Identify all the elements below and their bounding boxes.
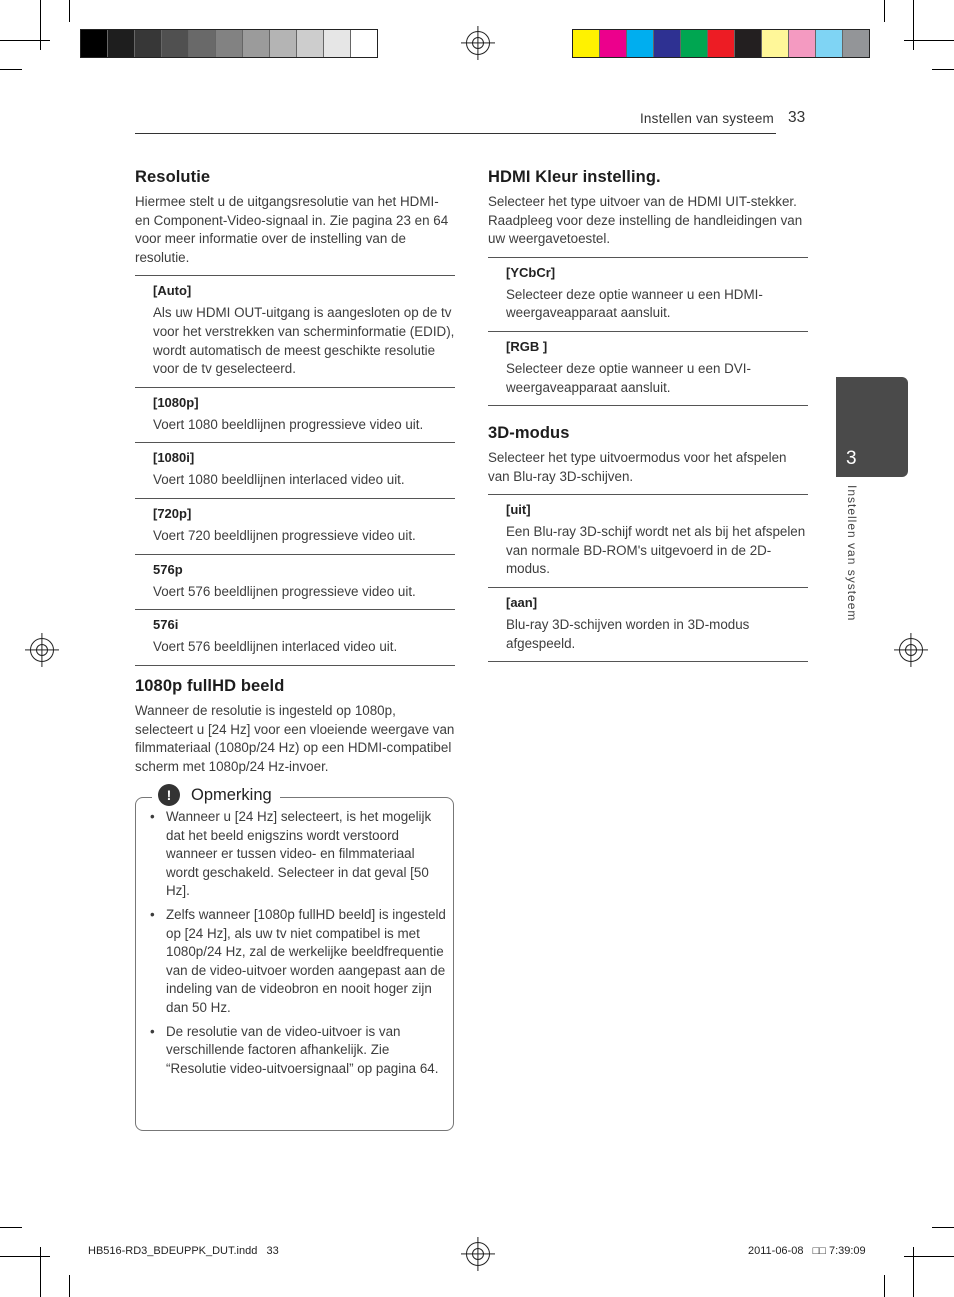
crop-mark-bottom-left-v xyxy=(40,1247,41,1297)
option-name: [uit] xyxy=(506,502,531,518)
option-name: 576p xyxy=(153,561,183,577)
exclamation-icon: ! xyxy=(158,784,180,806)
gray-swatch xyxy=(324,30,351,57)
gray-swatch xyxy=(216,30,243,57)
grayscale-calibration-bar xyxy=(80,29,378,58)
option-row xyxy=(488,494,808,587)
crop-mark-bottom-right-v xyxy=(913,1247,914,1297)
color-calibration-bar xyxy=(572,29,870,58)
crop-mark-top-left-v2 xyxy=(69,0,70,22)
chapter-tab-label: Instellen van systeem xyxy=(845,485,859,622)
section-1080p-fullhd xyxy=(135,676,455,784)
crop-mark-bottom-left-h2 xyxy=(0,1227,22,1228)
option-desc: Voert 576 beeldlijnen progressieve video uit. xyxy=(153,583,416,599)
option-desc: Blu-ray 3D-schijven worden in 3D-modus afgespeeld. xyxy=(506,616,750,651)
option-row xyxy=(135,498,455,554)
gray-swatch xyxy=(81,30,108,57)
note-header xyxy=(152,783,280,807)
option-desc: Selecteer deze optie wanneer u een HDMI-weergaveapparaat aansluit. xyxy=(506,286,763,321)
section-intro: Selecteer het type uitvoermodus voor het afspelen van Blu-ray 3D-schijven. xyxy=(488,450,787,484)
crop-mark-top-left-h xyxy=(0,40,50,41)
note-item: • De resolutie van de video-uitvoer is van verschillende factoren afhankelijk. Zie “Resolutie video-uitvoersignaal” op pagina 64. xyxy=(150,1023,446,1079)
option-desc: Voert 1080 beeldlijnen progressieve video uit. xyxy=(153,416,424,432)
gray-swatch xyxy=(351,30,377,57)
option-name: [720p] xyxy=(153,505,192,521)
option-name: [RGB ] xyxy=(506,338,548,354)
crop-mark-top-right-v xyxy=(913,0,914,50)
crop-mark-top-right-h xyxy=(904,40,954,41)
note-list xyxy=(150,808,446,1083)
option-row xyxy=(488,257,808,331)
option-row xyxy=(135,609,455,666)
color-swatch xyxy=(573,30,600,57)
running-header-title: Instellen van systeem xyxy=(639,111,774,126)
note-item: • Wanneer u [24 Hz] selecteert, is het mogelijk dat het beeld enigszins wordt verstoord wanneer er tussen video- en filmmateriaal wordt geschakeld. Selecteer in dat geval [50 Hz]. xyxy=(150,808,446,901)
color-swatch xyxy=(708,30,735,57)
note-box xyxy=(135,797,454,1131)
option-desc: Een Blu-ray 3D-schijf wordt net als bij het afspelen van normale BD-ROM's uitgevoerd in de 2D-modus. xyxy=(506,524,806,577)
gray-swatch xyxy=(162,30,189,57)
option-name: [1080p] xyxy=(153,394,199,410)
footer-file-slug: HB516-RD3_BDEUPPK_DUT.indd 33 xyxy=(88,1245,279,1257)
option-desc: Voert 720 beeldlijnen progressieve video uit. xyxy=(153,527,416,543)
crop-mark-top-left-h2 xyxy=(0,69,22,70)
color-swatch xyxy=(627,30,654,57)
page-number: 33 xyxy=(788,109,806,126)
gray-swatch xyxy=(243,30,270,57)
option-row xyxy=(135,275,455,386)
option-name: [YCbCr] xyxy=(506,264,556,280)
color-swatch xyxy=(789,30,816,57)
option-desc: Als uw HDMI OUT-uitgang is aangesloten op de tv voor het verstrekken van scherminformatie (EDID), wordt automatisch de meest geschikte resolutie voor de tv geselecteerd. xyxy=(153,305,455,377)
option-desc: Voert 1080 beeldlijnen interlaced video uit. xyxy=(153,472,405,488)
option-row xyxy=(488,587,808,662)
option-desc: Voert 576 beeldlijnen interlaced video uit. xyxy=(153,639,398,655)
section-hdmi-kleur xyxy=(488,167,808,406)
chapter-tab-number: 3 xyxy=(846,448,857,469)
option-name: 576i xyxy=(153,617,179,633)
note-title: Opmerking xyxy=(191,785,272,804)
option-row xyxy=(488,331,808,406)
option-name: [1080i] xyxy=(153,450,195,466)
registration-mark-left-icon xyxy=(30,638,54,662)
crop-mark-top-right-v2 xyxy=(884,0,885,22)
color-swatch xyxy=(600,30,627,57)
footer-datetime-slug: 2011-06-08 □□ 7:39:09 xyxy=(748,1245,866,1257)
crop-mark-top-right-h2 xyxy=(932,69,954,70)
registration-mark-bottom-icon xyxy=(466,1242,490,1266)
crop-mark-bottom-left-h xyxy=(0,1256,50,1257)
options-table xyxy=(135,275,455,665)
crop-mark-bottom-left-v2 xyxy=(69,1275,70,1297)
section-intro: Wanneer de resolutie is ingesteld op 1080p, selecteert u [24 Hz] voor een vloeiende weergave van filmmateriaal (1080p/24 Hz) op een HDMI-compatibel scherm met 1080p/24 Hz-invoer. xyxy=(135,703,455,774)
crop-mark-bottom-right-v2 xyxy=(884,1275,885,1297)
color-swatch xyxy=(735,30,762,57)
option-row xyxy=(135,554,455,610)
color-swatch xyxy=(816,30,843,57)
color-swatch xyxy=(762,30,789,57)
crop-mark-top-left-v xyxy=(40,0,41,50)
gray-swatch xyxy=(135,30,162,57)
option-desc: Selecteer deze optie wanneer u een DVI-weergaveapparaat aansluit. xyxy=(506,360,751,395)
section-resolutie xyxy=(135,167,455,666)
gray-swatch xyxy=(189,30,216,57)
registration-mark-top-icon xyxy=(466,31,490,55)
options-table xyxy=(488,257,808,406)
option-row xyxy=(135,442,455,498)
option-name: [aan] xyxy=(506,594,538,610)
section-intro: Selecteer het type uitvoer van de HDMI UIT-stekker. Raadpleeg voor deze instelling de handleidingen van uw weergavetoestel. xyxy=(488,194,803,247)
section-heading: HDMI Kleur instelling. xyxy=(488,168,661,186)
options-table xyxy=(488,494,808,662)
section-3d-modus xyxy=(488,423,808,662)
gray-swatch xyxy=(108,30,135,57)
crop-mark-bottom-right-h xyxy=(904,1256,954,1257)
section-heading: 1080p fullHD beeld xyxy=(135,677,285,695)
gray-swatch xyxy=(270,30,297,57)
section-intro: Hiermee stelt u de uitgangsresolutie van het HDMI- en Component-Video-signaal in. Zie pagina 23 en 64 voor meer informatie over de instelling van de resolutie. xyxy=(135,194,449,265)
option-row xyxy=(135,387,455,443)
option-name: [Auto] xyxy=(153,283,192,299)
crop-mark-bottom-right-h2 xyxy=(932,1227,954,1228)
color-swatch xyxy=(843,30,869,57)
color-swatch xyxy=(654,30,681,57)
gray-swatch xyxy=(297,30,324,57)
note-item: • Zelfs wanneer [1080p fullHD beeld] is ingesteld op [24 Hz], als uw tv niet compatibel is met 1080p/24 Hz, zal de werkelijke beeldfrequentie van de video-uitvoer worden aangepast aan de indeling van de videobron en nooit hoger zijn dan 50 Hz. xyxy=(150,906,446,1018)
section-heading: Resolutie xyxy=(135,168,211,186)
color-swatch xyxy=(681,30,708,57)
registration-mark-right-icon xyxy=(899,638,923,662)
header-rule xyxy=(135,133,776,134)
section-heading: 3D-modus xyxy=(488,424,570,442)
